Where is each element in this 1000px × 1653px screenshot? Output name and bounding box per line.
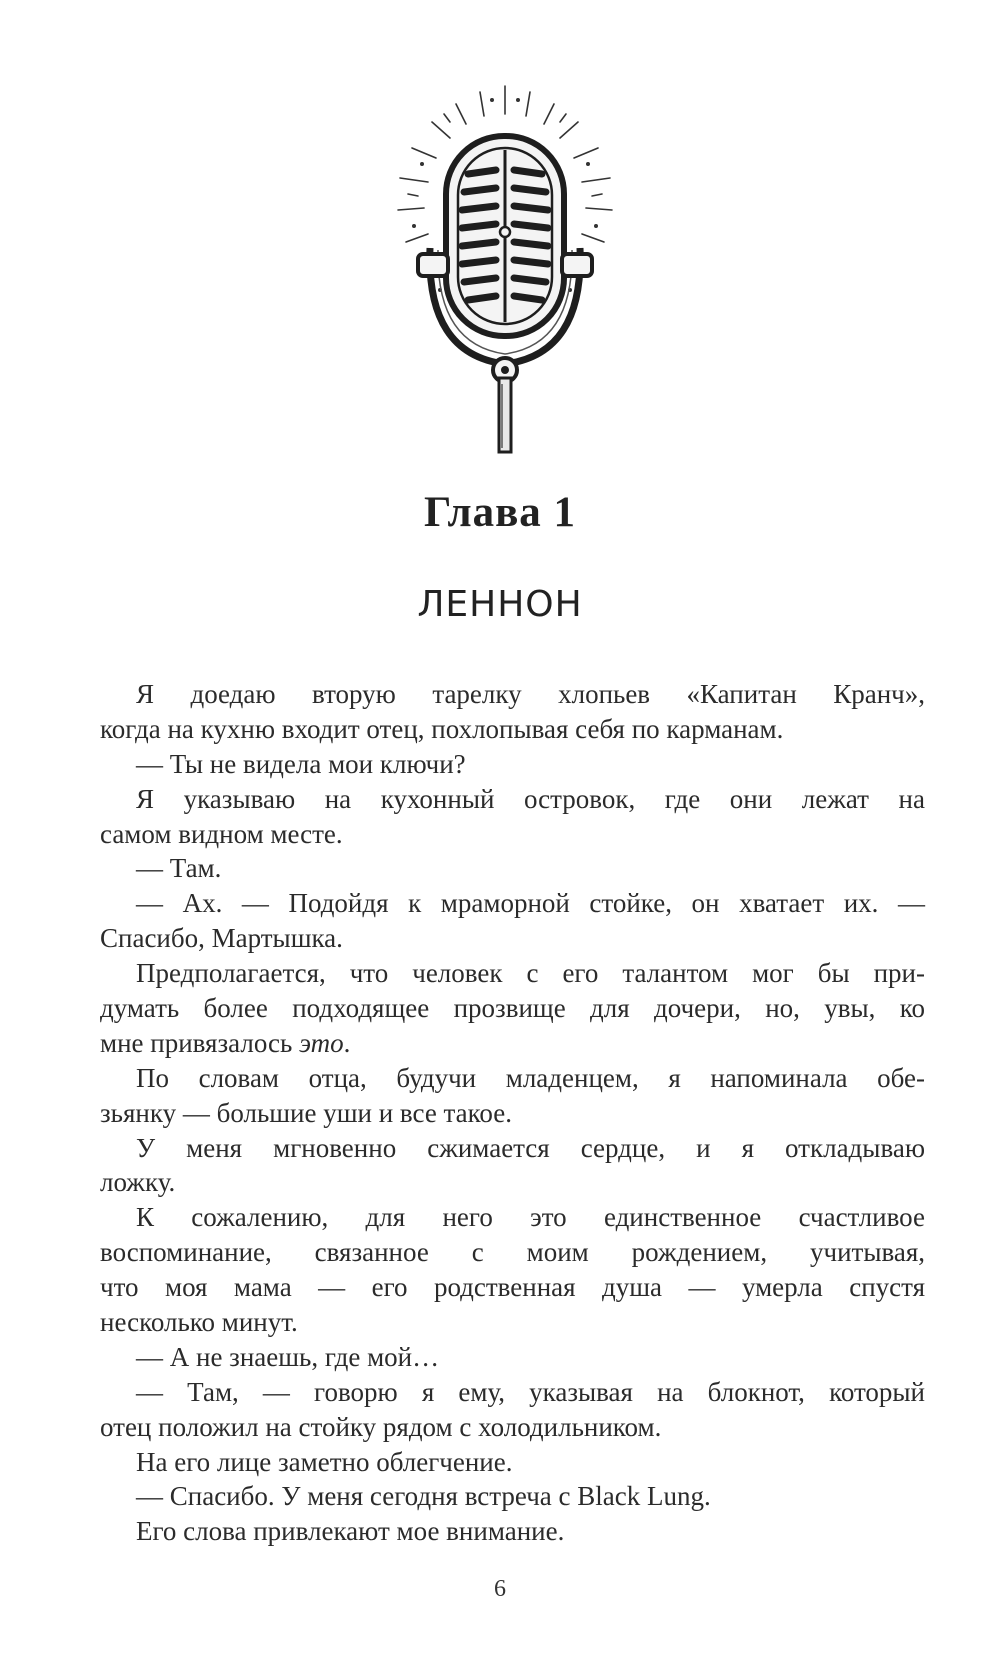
text-segment: .	[343, 1027, 351, 1058]
text-line: Спасибо, Мартышка.	[100, 923, 343, 954]
text-line: отец положил на стойку рядом с холодильником.	[100, 1411, 662, 1442]
page-number: 6	[494, 1576, 506, 1602]
text-line: У меня мгновенно сжимается сердце, и я откладываю	[136, 1132, 925, 1163]
text-line: К сожалению, для него это единственное счастливое	[136, 1202, 925, 1233]
text-line: На его лице заметно облегчение.	[136, 1446, 513, 1477]
text-segment: мне привязалось	[100, 1027, 300, 1058]
chapter-body	[100, 677, 925, 1549]
text-line: когда на кухню входит отец, похлопывая себя по карманам.	[100, 713, 784, 744]
text-line: Я доедаю вторую тарелку хлопьев «Капитан Кранч»,	[136, 679, 925, 709]
text-line: По словам отца, будучи младенцем, я напоминала обе-	[136, 1062, 925, 1093]
text-line: ложку.	[100, 1167, 176, 1198]
text-line: — Там.	[136, 853, 222, 884]
text-line: — Ах. — Подойдя к мраморной стойке, он хватает их. —	[136, 888, 925, 919]
text-line: самом видном месте.	[100, 818, 343, 849]
text-line: Я указываю на кухонный островок, где они лежат на	[136, 783, 925, 814]
text-line	[100, 1026, 925, 1061]
text-line: зьянку — большие уши и все такое.	[100, 1097, 512, 1128]
vintage-microphone-icon	[360, 78, 650, 458]
text-line: — А не знаешь, где мой…	[136, 1341, 440, 1372]
text-line: несколько минут.	[100, 1307, 298, 1338]
text-line: — Ты не видела мои ключи?	[136, 748, 466, 779]
text-line: — Спасибо. У меня сегодня встреча с Black Lung.	[136, 1481, 711, 1512]
text-line: Предполагается, что человек с его талантом мог бы при-	[136, 958, 925, 989]
text-line: думать более подходящее прозвище для дочери, но, увы, ко	[100, 993, 925, 1024]
emphasized-word: это	[299, 1027, 344, 1058]
text-line: что моя мама — его родственная душа — умерла спустя	[100, 1272, 925, 1303]
chapter-title: Глава 1	[423, 489, 577, 536]
text-line: — Там, — говорю я ему, указывая на блокнот, который	[136, 1376, 925, 1407]
chapter-narrator: ЛЕННОН	[417, 584, 583, 625]
text-line: воспоминание, связанное с моим рождением, учитывая,	[100, 1237, 925, 1268]
text-line: Его слова привлекают мое внимание.	[136, 1516, 565, 1547]
